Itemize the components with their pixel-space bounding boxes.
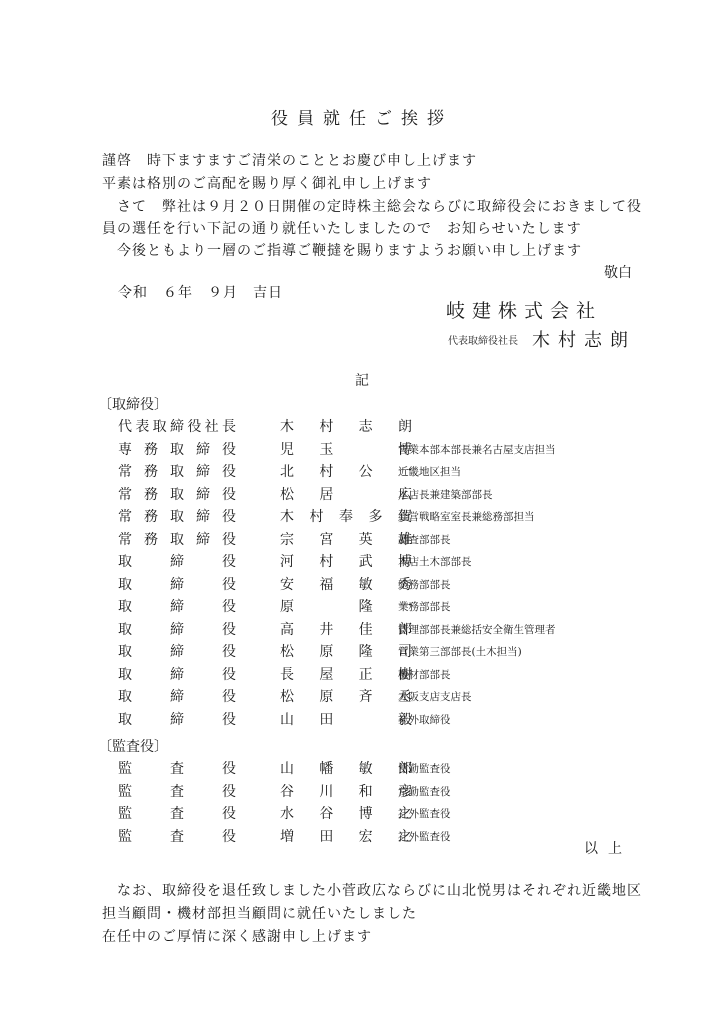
end-mark: 以上 [584,841,632,857]
officer-role: 監査役 [118,828,236,845]
note-line: なお、取締役を退任致しました小菅政広ならびに山北悦男はそれぞれ近畿地区 [102,883,642,899]
officer-name: 木村奉多賀 [280,509,412,525]
paragraph-line: 謹啓 時下ますますご清栄のこととお慶び申し上げます [102,153,477,169]
officer-name: 山田 毅 [280,711,412,728]
officer-duty: 本店土木部部長 [398,556,472,568]
officer-role: 監査役 [118,783,236,800]
ki-mark: 記 [355,373,369,389]
officer-name: 安福敏秀 [280,576,412,593]
officer-role: 取締役 [118,644,236,660]
officer-name: 松原隆司 [280,644,412,660]
officer-name: 谷川和彦 [280,783,412,800]
officer-duty: 大阪支店支店長 [398,691,472,703]
paragraph-line: 平素は格別のご高配を賜り厚く御礼申し上げます [102,176,432,192]
company-name: 岐建株式会社 [446,300,603,322]
officer-duty: 営業第三部部長(土木担当) [398,646,522,658]
officer-role: 常務取締役 [118,509,236,525]
officer-duty: 本店長兼建築部部長 [398,488,493,501]
officer-role: 常務取締役 [118,531,236,548]
officer-name: 木村志朗 [280,419,412,435]
officer-role: 取締役 [118,576,236,593]
officer-duty: 常勤監査役 [398,785,451,798]
officer-duty: 営業本部本部長兼名古屋支店担当 [398,443,556,456]
officer-role: 専務取締役 [118,441,236,458]
officer-role: 取締役 [118,554,236,570]
officer-duty: 社外取締役 [398,713,451,726]
paragraph-line: 員の選任を行い下記の通り就任いたしましたので お知らせいたします [102,221,582,237]
officer-duty: 経営戦略室室長兼総務部担当 [398,511,535,523]
representative-name: 木村志朗 [532,330,636,351]
board-heading: 〔取締役〕 [98,397,168,413]
officer-name: 河村武博 [280,554,412,570]
officer-duty: 近畿地区担当 [398,466,461,478]
officer-duty: 常勤監査役 [398,763,451,775]
auditors-heading: 〔監査役〕 [98,739,168,755]
officer-role: 常務取締役 [118,486,236,503]
representative-title: 代表取締役社長 [448,336,518,347]
officer-name: 増田宏之 [280,828,412,845]
officer-role: 常務取締役 [118,464,236,480]
officer-duty: 機材部部長 [398,668,451,681]
paragraph-line: 今後ともより一層のご指導ご鞭撻を賜りますようお願い申し上げます [102,243,582,259]
officer-role: 監査役 [118,761,236,777]
document-title: 役員就任ご挨拶 [271,109,453,129]
officer-role: 監査役 [118,806,236,822]
officer-role: 取締役 [118,711,236,728]
paragraph-line: さて 弊社は９月２０日開催の定時株主総会ならびに取締役会におきまして役 [102,199,642,215]
officer-name: 水谷博之 [280,806,412,822]
officer-role: 代表取締役社長 [118,419,236,435]
officer-duty: 社外監査役 [398,808,451,820]
officer-name: 北村公一 [280,464,412,480]
officer-duty: 総務部部長 [398,578,451,591]
note-line: 担当顧問・機材部担当顧問に就任いたしました [102,906,417,922]
date: 令和 ６年 ９月 吉日 [118,285,283,301]
officer-role: 取締役 [118,689,236,705]
officer-name: 山幡敏郎 [280,761,412,777]
officer-name: 児玉 博 [280,441,412,458]
officer-role: 取締役 [118,599,236,615]
officer-name: 原 隆一 [280,599,412,615]
officer-duty: 業務部部長 [398,601,451,613]
closing-word: 敬白 [604,265,632,281]
officer-name: 宗宮英雄 [280,531,412,548]
officer-name: 松原斉丞 [280,689,412,705]
officer-name: 高井佳郎 [280,621,412,638]
officer-duty: 社外監査役 [398,830,451,843]
note-line: 在任中のご厚情に深く感謝申し上げます [102,929,372,945]
officer-name: 長屋正樹 [280,666,412,683]
officer-role: 取締役 [118,666,236,683]
officer-duty: 調査部部長 [398,533,451,546]
officer-name: 松居 広 [280,486,412,503]
officer-role: 取締役 [118,621,236,638]
officer-duty: 管理部部長兼総括安全衛生管理者 [398,623,556,636]
